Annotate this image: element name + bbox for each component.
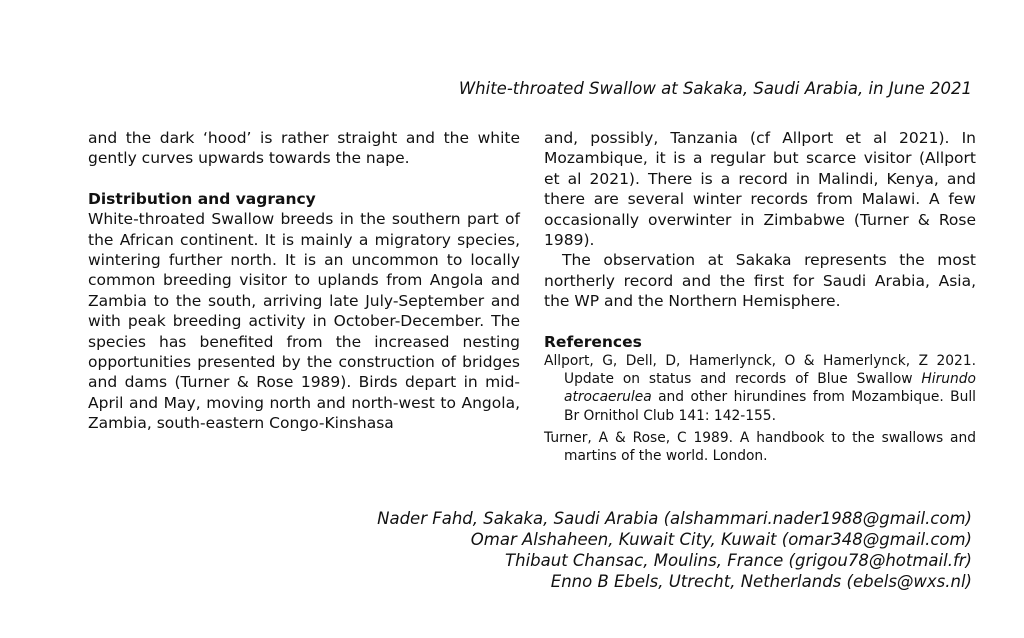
author-block bbox=[377, 508, 972, 592]
reference-species: Hirundo atrocaerulea bbox=[564, 371, 976, 406]
section-heading: Distribution and vagrancy bbox=[88, 189, 316, 208]
distribution-paragraph: White-throated Swallow breeds in the southern part of the African continent. It is mainly a migratory species, wintering further north. It is an uncommon to locally common breeding visitor to uplands from Angola and Zambia to the south, arriving late July-September and with peak breeding activity in October-December. The species has benefited from the increased nesting opportunities presented by the construction of bridges and dams (Turner & Rose 1989). Birds depart in mid-April and May, moving north and north-west to Angola, Zambia, south-eastern Congo-Kinshasa bbox=[88, 210, 520, 433]
reference-item bbox=[544, 352, 976, 425]
running-head: White-throated Swallow at Sakaka, Saudi Arabia, in June 2021 bbox=[458, 79, 972, 98]
author-line: Omar Alshaheen, Kuwait City, Kuwait (omar348@gmail.com) bbox=[470, 530, 972, 549]
left-column bbox=[88, 128, 520, 434]
continuation-paragraph: and, possibly, Tanzania (cf Allport et al 2021). In Mozambique, it is a regular but scarce visitor (Allport et al 2021). There is a record in Malindi, Kenya, and there are several winter records from Malawi. A few occasionally overwinter in Zimbabwe (Turner & Rose 1989). bbox=[544, 129, 976, 250]
reference-text: Allport, G, Dell, D, Hamerlynck, O & Hamerlynck, Z 2021. Update on status and records of Blue Swallow bbox=[544, 353, 976, 388]
reference-item bbox=[544, 429, 976, 465]
author-line: Nader Fahd, Sakaka, Saudi Arabia (alshammari.nader1988@gmail.com) bbox=[377, 509, 972, 528]
references-section bbox=[544, 332, 976, 466]
intro-paragraph: and the dark ‘hood’ is rather straight and the white gently curves upwards towards the nape. bbox=[88, 129, 520, 168]
observation-paragraph: The observation at Sakaka represents the most northerly record and the first for Saudi Arabia, Asia, the WP and the Northern Hemisphere. bbox=[544, 251, 976, 311]
reference-text: and other hirundines from Mozambique. Bull Br Ornithol Club 141: 142-155. bbox=[564, 389, 976, 424]
author-line: Enno B Ebels, Utrecht, Netherlands (ebels@wxs.nl) bbox=[550, 572, 972, 591]
reference-text: Turner, A & Rose, C 1989. A handbook to the swallows and martins of the world. London. bbox=[544, 429, 976, 465]
right-column bbox=[544, 128, 976, 465]
author-line: Thibaut Chansac, Moulins, France (grigou78@hotmail.fr) bbox=[505, 551, 972, 570]
references-heading: References bbox=[544, 332, 642, 351]
